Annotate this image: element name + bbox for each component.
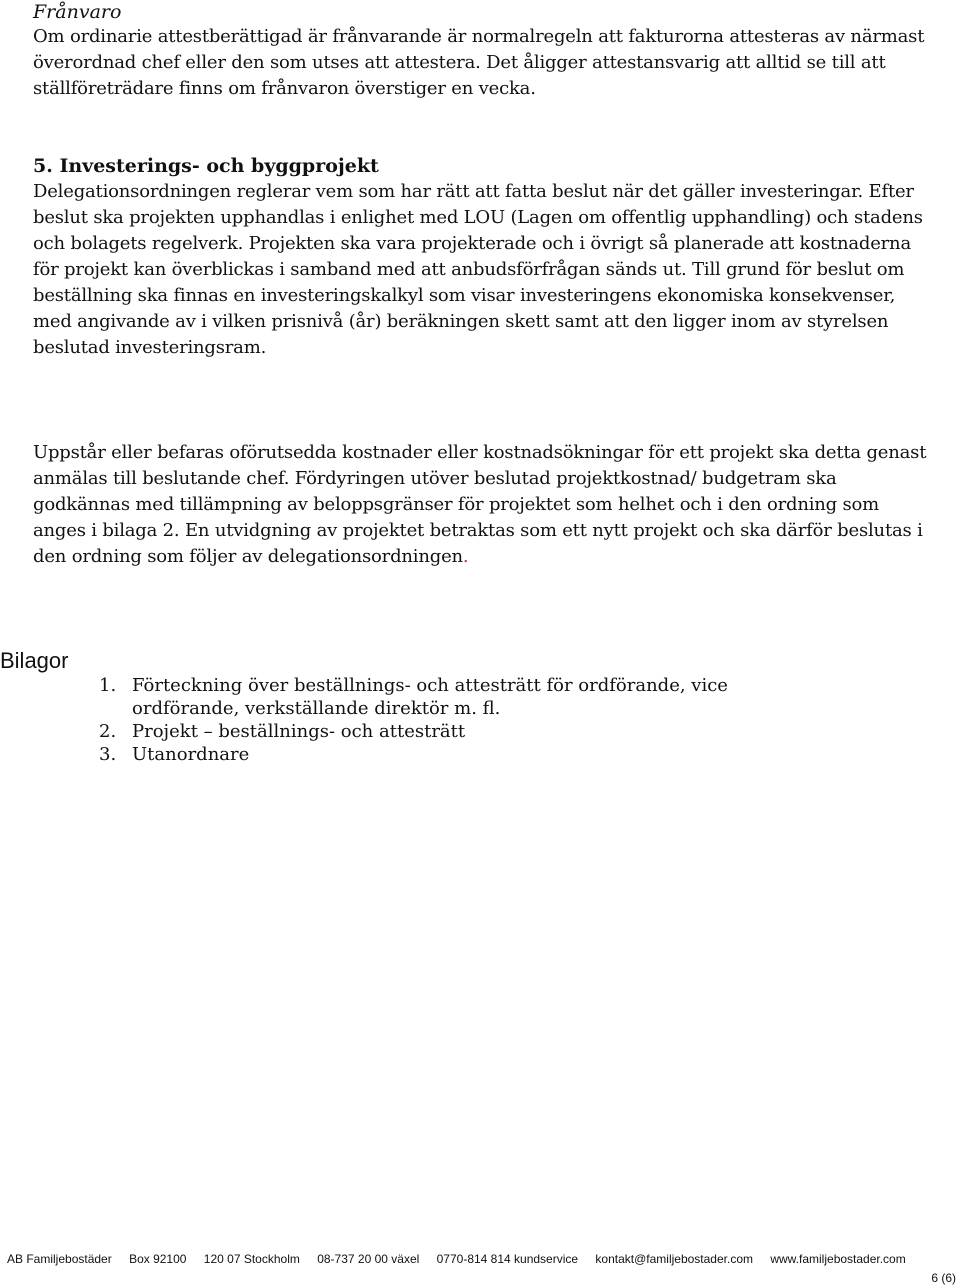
section-paragraph-2-text: Uppstår eller befaras oförutsedda kostnader eller kostnadsökningar för ett projekt ska detta genast anmälas till beslutande chef. Fördyringen utöver beslutad projektkostnad/ budgetram ska godkännas med tillämpning av beloppsgränser för projektet som helhet och i den ordning som anges i bilaga 2. En utvidgning av projektet betraktas som ett nytt projekt och ska därför beslutas i den ordning som följer av delegationsordningen (33, 442, 927, 567)
footer-box: Box 92100 (129, 1252, 187, 1266)
attachment-text: Utanordnare (132, 744, 250, 765)
footer-company: AB Familjebostäder (7, 1252, 112, 1266)
attachments-list (99, 674, 799, 766)
attachments-heading: Bilagor (0, 648, 69, 673)
attachment-number: 2. (99, 721, 117, 742)
page-footer (7, 1251, 920, 1267)
section-paragraph-2 (33, 440, 933, 570)
attachment-text: Förteckning över beställnings- och attesträtt för ordförande, vice ordförande, verkställande direktör m. fl. (132, 675, 728, 719)
footer-web[interactable]: www.familjebostader.com (770, 1252, 906, 1266)
attachment-item (99, 743, 799, 766)
footer-postal: 120 07 Stockholm (203, 1252, 300, 1266)
section-paragraph-2-end: . (462, 546, 469, 567)
attachment-item (99, 720, 799, 743)
section-paragraph-1: Delegationsordningen reglerar vem som har rätt att fatta beslut när det gäller investeringar. Efter beslut ska projekten upphandlas i enlighet med LOU (Lagen om offentlig upphandling) och stadens och bolagets regelverk. Projekten ska vara projekterade och i övrigt så planerade att kostnaderna för projekt kan överblickas i samband med att anbudsförfrågan sänds ut. Till grund för beslut om beställning ska finnas en investeringskalkyl som visar investeringens ekonomiska konsekvenser, med angivande av i vilken prisnivå (år) beräkningen skett samt att den ligger inom av styrelsen beslutad investeringsram. (33, 181, 923, 358)
absence-heading: Frånvaro (33, 1, 122, 23)
attachment-number: 3. (99, 744, 117, 765)
attachment-item (99, 674, 799, 720)
absence-paragraph: Om ordinarie attestberättigad är frånvarande är normalregeln att fakturorna attesteras av närmast överordnad chef eller den som utses att attestera. Det åligger attestansvarig att alltid se till att ställföreträdare finns om frånvaron överstiger en vecka. (33, 26, 925, 99)
section-heading: 5. Investerings- och byggprojekt (33, 155, 379, 177)
attachment-text: Projekt – beställnings- och attesträtt (132, 721, 466, 742)
footer-service: 0770-814 814 kundservice (436, 1252, 579, 1266)
page-number: 6 (6) (931, 1271, 956, 1285)
attachment-number: 1. (99, 675, 117, 696)
footer-phone: 08-737 20 00 växel (317, 1252, 420, 1266)
footer-email[interactable]: kontakt@familjebostader.com (595, 1252, 753, 1266)
